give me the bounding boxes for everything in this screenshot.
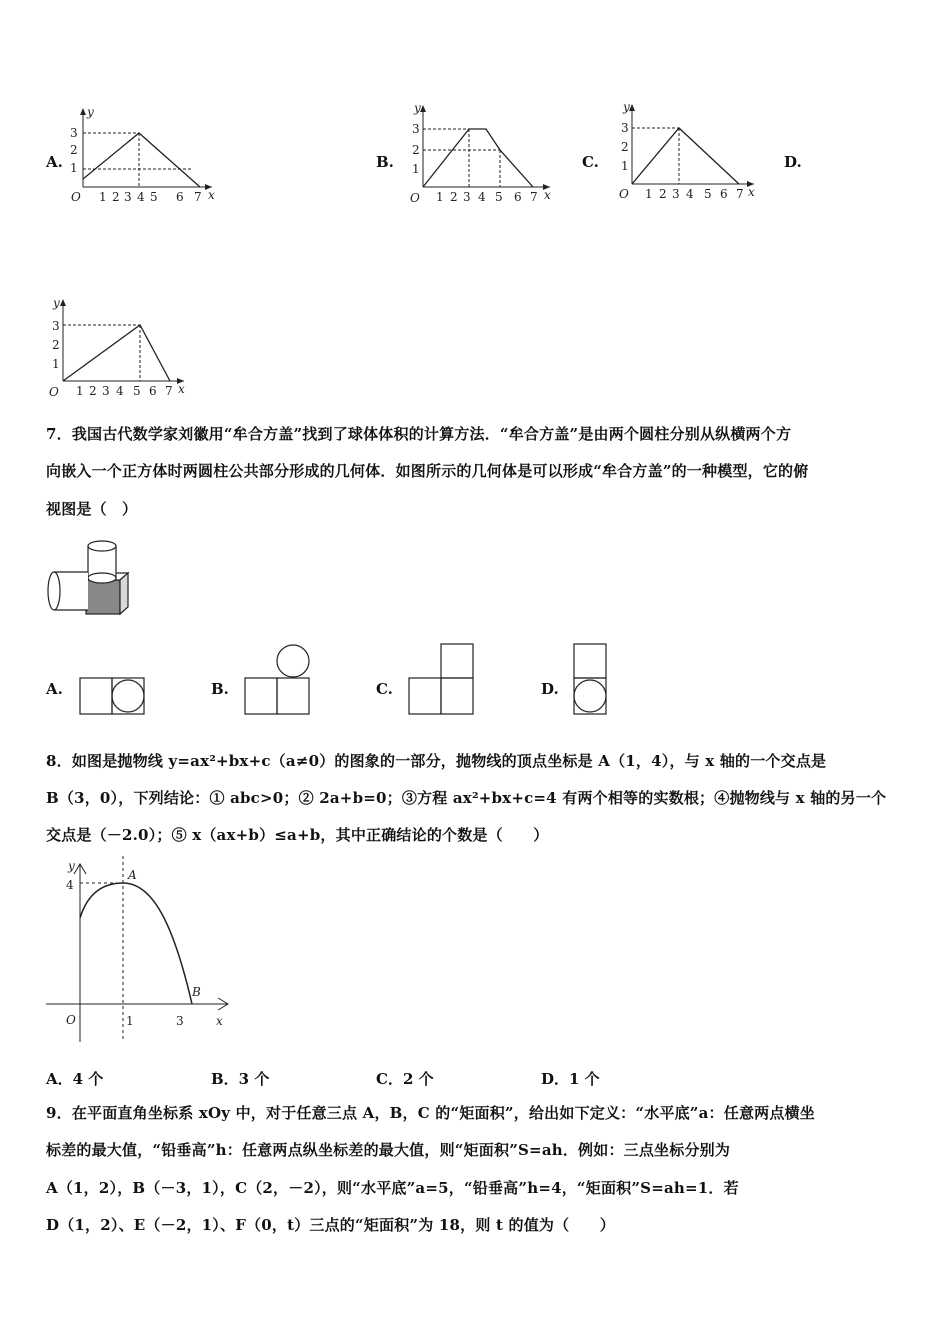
q7-option-d-figure bbox=[572, 642, 608, 718]
cube-front-face bbox=[86, 580, 120, 614]
y-axis-label: y bbox=[87, 105, 94, 119]
q7-option-c-label[interactable]: C. bbox=[376, 680, 393, 698]
y-tick: 1 bbox=[52, 357, 60, 371]
graph-line bbox=[63, 325, 170, 381]
y-tick-4: 4 bbox=[66, 878, 74, 892]
x-tick: 7 bbox=[530, 190, 538, 204]
y-tick: 2 bbox=[412, 143, 420, 157]
x-tick: 6 bbox=[149, 384, 157, 398]
q7-text-line-2: 向嵌入一个正方体时两圆柱公共部分形成的几何体．如图所示的几何体是可以形成“牟合方盖”的一种模型，它的俯 bbox=[46, 462, 809, 480]
x-tick: 6 bbox=[176, 190, 184, 204]
x-tick: 2 bbox=[89, 384, 97, 398]
q9-text-line-4: D（1，2）、E（－2，1）、F（0，t）三点的“矩面积”为 18，则 t 的值为（ ） bbox=[46, 1216, 615, 1234]
q6-option-a-label[interactable]: A. bbox=[46, 153, 63, 171]
y-tick: 2 bbox=[621, 140, 629, 154]
q6-graph-a bbox=[66, 102, 226, 214]
q6-graph-d bbox=[36, 292, 194, 404]
x-axis-label: x bbox=[178, 382, 185, 396]
q9-text-line-2: 标差的最大值，“铅垂高”h：任意两点纵坐标差的最大值，则“矩面积”S=ah．例如：三点坐标分别为 bbox=[46, 1141, 731, 1159]
x-tick: 3 bbox=[672, 187, 680, 201]
q6-option-d-label[interactable]: D. bbox=[784, 153, 802, 171]
x-tick-3: 3 bbox=[176, 1014, 184, 1028]
x-tick: 4 bbox=[137, 190, 145, 204]
x-tick: 7 bbox=[736, 187, 744, 201]
graph-line bbox=[423, 129, 533, 187]
y-tick: 1 bbox=[412, 162, 420, 176]
x-tick: 1 bbox=[76, 384, 84, 398]
y-tick: 1 bbox=[621, 159, 629, 173]
x-tick: 5 bbox=[133, 384, 141, 398]
x-tick: 5 bbox=[150, 190, 158, 204]
q6-graph-c bbox=[608, 98, 764, 208]
x-tick: 7 bbox=[165, 384, 173, 398]
y-axis-label: y bbox=[68, 859, 75, 873]
x-tick: 6 bbox=[514, 190, 522, 204]
point-b-label: B bbox=[192, 985, 201, 999]
q8-option-c[interactable]: C．2 个 bbox=[376, 1070, 434, 1088]
q6-option-b-label[interactable]: B. bbox=[376, 153, 394, 171]
y-tick: 2 bbox=[52, 338, 60, 352]
x-tick: 4 bbox=[686, 187, 694, 201]
parabola-curve bbox=[80, 883, 192, 1004]
q7-option-a-label[interactable]: A. bbox=[46, 680, 63, 698]
q8-text-line-3: 交点是（－2.0）；⑤ x（ax+b）≤a+b，其中正确结论的个数是（ ） bbox=[46, 826, 549, 844]
y-tick: 3 bbox=[70, 126, 78, 140]
x-tick: 1 bbox=[436, 190, 444, 204]
q7-option-b-label[interactable]: B. bbox=[211, 680, 229, 698]
y-axis-arrow bbox=[80, 108, 86, 115]
x-tick: 6 bbox=[720, 187, 728, 201]
origin-label: O bbox=[71, 190, 81, 204]
q8-parabola-graph bbox=[40, 852, 240, 1052]
q8-option-a[interactable]: A．4 个 bbox=[46, 1070, 104, 1088]
y-tick: 2 bbox=[70, 143, 78, 157]
y-tick: 1 bbox=[70, 161, 78, 175]
q8-option-b[interactable]: B．3 个 bbox=[211, 1070, 270, 1088]
x-tick: 2 bbox=[112, 190, 120, 204]
x-axis-label: x bbox=[208, 188, 215, 202]
y-axis-label: y bbox=[53, 296, 60, 310]
q8-text-line-1: 8．如图是抛物线 y=ax²+bx+c（a≠0）的图象的一部分，抛物线的顶点坐标是 A（1，4），与 x 轴的一个交点是 bbox=[46, 752, 827, 770]
origin-label: O bbox=[49, 385, 59, 399]
x-tick: 3 bbox=[463, 190, 471, 204]
x-tick: 1 bbox=[99, 190, 107, 204]
q7-option-d-label[interactable]: D. bbox=[541, 680, 559, 698]
x-tick: 2 bbox=[659, 187, 667, 201]
q6-graph-b bbox=[396, 98, 558, 210]
y-tick: 3 bbox=[52, 319, 60, 333]
x-axis-label: x bbox=[544, 188, 551, 202]
horizontal-cylinder-end bbox=[48, 572, 60, 610]
x-tick: 4 bbox=[116, 384, 124, 398]
origin-label: O bbox=[410, 191, 420, 205]
x-tick: 4 bbox=[478, 190, 486, 204]
x-tick: 1 bbox=[645, 187, 653, 201]
x-tick: 3 bbox=[102, 384, 110, 398]
x-tick: 5 bbox=[704, 187, 712, 201]
x-tick: 2 bbox=[450, 190, 458, 204]
q7-model-figure bbox=[46, 538, 130, 618]
x-tick: 3 bbox=[124, 190, 132, 204]
x-axis-label: x bbox=[748, 185, 755, 199]
point-a-label: A bbox=[128, 868, 137, 882]
q9-text-line-3: A（1，2），B（－3，1），C（2，－2），则“水平底”a=5，“铅垂高”h=4，“矩面积”S=ah=1．若 bbox=[46, 1179, 739, 1197]
x-tick: 7 bbox=[194, 190, 202, 204]
q6-option-c-label[interactable]: C. bbox=[582, 153, 599, 171]
y-axis-label: y bbox=[414, 101, 421, 115]
q7-option-b-figure bbox=[243, 642, 311, 718]
y-axis-label: y bbox=[623, 100, 630, 114]
origin-label: O bbox=[619, 187, 629, 201]
q7-option-c-figure bbox=[407, 642, 475, 718]
graph-line bbox=[632, 128, 739, 184]
x-axis-label: x bbox=[216, 1014, 223, 1028]
q7-option-a-figure bbox=[78, 676, 146, 718]
q7-text-line-3: 视图是（ ） bbox=[46, 500, 138, 518]
q8-text-line-2: B（3，0），下列结论：① abc>0；② 2a+b=0；③方程 ax²+bx+c=4 有两个相等的实数根；④抛物线与 x 轴的另一个 bbox=[46, 789, 887, 807]
y-tick: 3 bbox=[621, 121, 629, 135]
x-tick-1: 1 bbox=[126, 1014, 134, 1028]
graph-line bbox=[83, 133, 200, 187]
q9-text-line-1: 9．在平面直角坐标系 xOy 中，对于任意三点 A，B，C 的“矩面积”，给出如下定义：“水平底”a：任意两点横坐 bbox=[46, 1104, 815, 1122]
x-tick: 5 bbox=[495, 190, 503, 204]
q7-text-line-1: 7．我国古代数学家刘徽用“牟合方盖”找到了球体体积的计算方法．“牟合方盖”是由两个圆柱分别从纵横两个方 bbox=[46, 425, 792, 443]
y-tick: 3 bbox=[412, 122, 420, 136]
origin-label: O bbox=[66, 1013, 76, 1027]
q8-option-d[interactable]: D．1 个 bbox=[541, 1070, 600, 1088]
